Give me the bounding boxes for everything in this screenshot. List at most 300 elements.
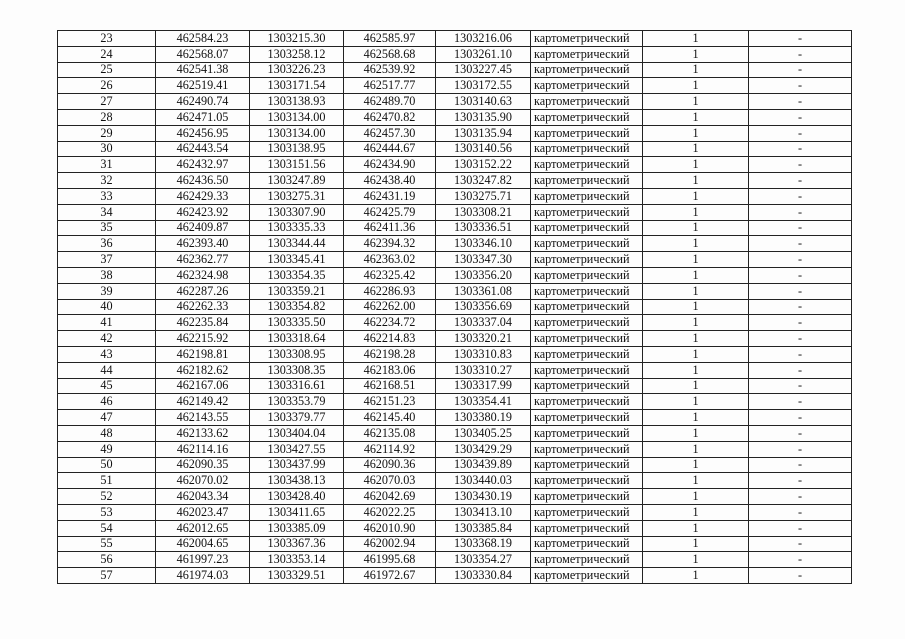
cell-y-old: 1303353.14 (250, 552, 344, 568)
cell-accuracy: 1 (643, 46, 749, 62)
cell-x-new: 462444.67 (344, 141, 436, 157)
cell-x-old: 462070.02 (156, 473, 250, 489)
cell-y-new: 1303140.56 (436, 141, 531, 157)
cell-y-new: 1303347.30 (436, 252, 531, 268)
cell-y-new: 1303247.82 (436, 173, 531, 189)
table-row (58, 188, 852, 204)
cell-note: - (749, 236, 852, 252)
cell-x-new: 462394.32 (344, 236, 436, 252)
cell-x-new: 462002.94 (344, 536, 436, 552)
cell-x-new: 462198.28 (344, 346, 436, 362)
table-row (58, 552, 852, 568)
cell-y-new: 1303317.99 (436, 378, 531, 394)
cell-accuracy: 1 (643, 552, 749, 568)
cell-x-new: 462539.92 (344, 62, 436, 78)
cell-note: - (749, 252, 852, 268)
cell-accuracy: 1 (643, 410, 749, 426)
table-row (58, 94, 852, 110)
cell-x-old: 462198.81 (156, 346, 250, 362)
cell-method: картометрический (531, 94, 643, 110)
cell-method: картометрический (531, 489, 643, 505)
cell-y-old: 1303354.35 (250, 267, 344, 283)
cell-y-old: 1303428.40 (250, 489, 344, 505)
table-row (58, 441, 852, 457)
cell-x-new: 462042.69 (344, 489, 436, 505)
cell-y-old: 1303308.35 (250, 362, 344, 378)
cell-x-old: 462004.65 (156, 536, 250, 552)
cell-method: картометрический (531, 346, 643, 362)
table-row (58, 331, 852, 347)
cell-point-number: 35 (58, 220, 156, 236)
cell-y-new: 1303310.83 (436, 346, 531, 362)
cell-note: - (749, 504, 852, 520)
cell-method: картометрический (531, 536, 643, 552)
table-row (58, 457, 852, 473)
cell-point-number: 42 (58, 331, 156, 347)
cell-note: - (749, 457, 852, 473)
cell-x-old: 462393.40 (156, 236, 250, 252)
table-row (58, 62, 852, 78)
cell-method: картометрический (531, 457, 643, 473)
cell-y-old: 1303438.13 (250, 473, 344, 489)
cell-accuracy: 1 (643, 362, 749, 378)
cell-y-new: 1303172.55 (436, 78, 531, 94)
cell-note: - (749, 362, 852, 378)
coordinates-table-body (58, 31, 852, 584)
cell-accuracy: 1 (643, 31, 749, 47)
cell-method: картометрический (531, 188, 643, 204)
cell-y-old: 1303437.99 (250, 457, 344, 473)
cell-accuracy: 1 (643, 204, 749, 220)
cell-point-number: 55 (58, 536, 156, 552)
cell-point-number: 50 (58, 457, 156, 473)
cell-x-new: 461995.68 (344, 552, 436, 568)
cell-accuracy: 1 (643, 473, 749, 489)
cell-accuracy: 1 (643, 236, 749, 252)
cell-y-old: 1303308.95 (250, 346, 344, 362)
cell-accuracy: 1 (643, 504, 749, 520)
cell-y-old: 1303359.21 (250, 283, 344, 299)
cell-y-old: 1303316.61 (250, 378, 344, 394)
cell-x-new: 461972.67 (344, 568, 436, 584)
cell-x-new: 462585.97 (344, 31, 436, 47)
cell-y-new: 1303135.90 (436, 109, 531, 125)
table-row (58, 173, 852, 189)
cell-x-old: 462436.50 (156, 173, 250, 189)
table-row (58, 362, 852, 378)
cell-accuracy: 1 (643, 394, 749, 410)
cell-y-old: 1303247.89 (250, 173, 344, 189)
cell-y-new: 1303227.45 (436, 62, 531, 78)
cell-y-new: 1303356.20 (436, 267, 531, 283)
cell-accuracy: 1 (643, 109, 749, 125)
cell-x-old: 462090.35 (156, 457, 250, 473)
cell-x-new: 462411.36 (344, 220, 436, 236)
table-row (58, 346, 852, 362)
cell-y-old: 1303138.95 (250, 141, 344, 157)
cell-note: - (749, 267, 852, 283)
cell-y-old: 1303307.90 (250, 204, 344, 220)
cell-y-old: 1303171.54 (250, 78, 344, 94)
table-row (58, 220, 852, 236)
cell-method: картометрический (531, 283, 643, 299)
cell-method: картометрический (531, 473, 643, 489)
cell-point-number: 56 (58, 552, 156, 568)
cell-accuracy: 1 (643, 125, 749, 141)
cell-y-new: 1303261.10 (436, 46, 531, 62)
cell-y-new: 1303354.27 (436, 552, 531, 568)
cell-y-new: 1303346.10 (436, 236, 531, 252)
cell-x-new: 462438.40 (344, 173, 436, 189)
cell-method: картометрический (531, 173, 643, 189)
cell-y-old: 1303134.00 (250, 109, 344, 125)
cell-x-old: 462012.65 (156, 520, 250, 536)
cell-note: - (749, 331, 852, 347)
cell-y-old: 1303151.56 (250, 157, 344, 173)
cell-point-number: 57 (58, 568, 156, 584)
table-row (58, 410, 852, 426)
cell-method: картометрический (531, 410, 643, 426)
cell-x-new: 462135.08 (344, 425, 436, 441)
cell-y-new: 1303140.63 (436, 94, 531, 110)
cell-note: - (749, 188, 852, 204)
cell-point-number: 34 (58, 204, 156, 220)
cell-method: картометрический (531, 31, 643, 47)
cell-y-old: 1303427.55 (250, 441, 344, 457)
cell-x-new: 462363.02 (344, 252, 436, 268)
cell-point-number: 39 (58, 283, 156, 299)
cell-x-old: 462043.34 (156, 489, 250, 505)
cell-accuracy: 1 (643, 568, 749, 584)
cell-note: - (749, 157, 852, 173)
cell-note: - (749, 46, 852, 62)
cell-x-old: 461974.03 (156, 568, 250, 584)
cell-method: картометрический (531, 236, 643, 252)
cell-x-old: 462423.92 (156, 204, 250, 220)
cell-method: картометрический (531, 204, 643, 220)
cell-point-number: 41 (58, 315, 156, 331)
cell-note: - (749, 78, 852, 94)
cell-method: картометрический (531, 315, 643, 331)
cell-y-new: 1303216.06 (436, 31, 531, 47)
cell-y-new: 1303308.21 (436, 204, 531, 220)
cell-x-old: 462519.41 (156, 78, 250, 94)
table-row (58, 109, 852, 125)
cell-method: картометрический (531, 46, 643, 62)
cell-x-new: 462145.40 (344, 410, 436, 426)
cell-accuracy: 1 (643, 94, 749, 110)
cell-accuracy: 1 (643, 346, 749, 362)
cell-accuracy: 1 (643, 315, 749, 331)
cell-y-old: 1303134.00 (250, 125, 344, 141)
cell-x-new: 462262.00 (344, 299, 436, 315)
cell-y-new: 1303320.21 (436, 331, 531, 347)
cell-y-old: 1303367.36 (250, 536, 344, 552)
cell-point-number: 24 (58, 46, 156, 62)
cell-x-old: 462215.92 (156, 331, 250, 347)
cell-point-number: 52 (58, 489, 156, 505)
cell-y-new: 1303380.19 (436, 410, 531, 426)
cell-x-old: 462324.98 (156, 267, 250, 283)
cell-point-number: 27 (58, 94, 156, 110)
cell-y-new: 1303368.19 (436, 536, 531, 552)
cell-y-old: 1303411.65 (250, 504, 344, 520)
cell-x-old: 462149.42 (156, 394, 250, 410)
cell-x-new: 462022.25 (344, 504, 436, 520)
cell-y-new: 1303405.25 (436, 425, 531, 441)
cell-x-old: 462133.62 (156, 425, 250, 441)
cell-y-old: 1303226.23 (250, 62, 344, 78)
cell-y-old: 1303385.09 (250, 520, 344, 536)
cell-y-old: 1303379.77 (250, 410, 344, 426)
table-row (58, 536, 852, 552)
cell-y-new: 1303440.03 (436, 473, 531, 489)
cell-y-new: 1303330.84 (436, 568, 531, 584)
cell-method: картометрический (531, 125, 643, 141)
cell-y-new: 1303310.27 (436, 362, 531, 378)
cell-point-number: 53 (58, 504, 156, 520)
table-row (58, 394, 852, 410)
cell-x-old: 462568.07 (156, 46, 250, 62)
cell-x-old: 462409.87 (156, 220, 250, 236)
cell-x-old: 462471.05 (156, 109, 250, 125)
cell-accuracy: 1 (643, 536, 749, 552)
cell-point-number: 49 (58, 441, 156, 457)
cell-x-old: 462432.97 (156, 157, 250, 173)
cell-x-new: 462568.68 (344, 46, 436, 62)
cell-note: - (749, 125, 852, 141)
cell-note: - (749, 220, 852, 236)
cell-x-old: 462443.54 (156, 141, 250, 157)
cell-note: - (749, 283, 852, 299)
cell-point-number: 36 (58, 236, 156, 252)
cell-x-old: 462362.77 (156, 252, 250, 268)
cell-accuracy: 1 (643, 267, 749, 283)
cell-accuracy: 1 (643, 173, 749, 189)
cell-accuracy: 1 (643, 331, 749, 347)
cell-y-old: 1303344.44 (250, 236, 344, 252)
cell-x-new: 462214.83 (344, 331, 436, 347)
table-row (58, 568, 852, 584)
cell-x-old: 462490.74 (156, 94, 250, 110)
cell-x-old: 462429.33 (156, 188, 250, 204)
cell-method: картометрический (531, 378, 643, 394)
cell-x-new: 462070.03 (344, 473, 436, 489)
cell-x-old: 462182.62 (156, 362, 250, 378)
table-row (58, 46, 852, 62)
cell-note: - (749, 441, 852, 457)
table-row (58, 157, 852, 173)
cell-x-old: 462167.06 (156, 378, 250, 394)
cell-y-new: 1303356.69 (436, 299, 531, 315)
cell-point-number: 23 (58, 31, 156, 47)
cell-method: картометрический (531, 568, 643, 584)
table-row (58, 141, 852, 157)
cell-x-new: 462470.82 (344, 109, 436, 125)
cell-accuracy: 1 (643, 299, 749, 315)
cell-method: картометрический (531, 331, 643, 347)
table-row (58, 283, 852, 299)
cell-y-old: 1303353.79 (250, 394, 344, 410)
table-row (58, 520, 852, 536)
cell-point-number: 25 (58, 62, 156, 78)
cell-x-new: 462151.23 (344, 394, 436, 410)
cell-x-new: 462457.30 (344, 125, 436, 141)
cell-note: - (749, 552, 852, 568)
cell-point-number: 29 (58, 125, 156, 141)
cell-accuracy: 1 (643, 188, 749, 204)
cell-y-old: 1303335.33 (250, 220, 344, 236)
table-row (58, 204, 852, 220)
cell-method: картометрический (531, 394, 643, 410)
cell-accuracy: 1 (643, 425, 749, 441)
cell-point-number: 30 (58, 141, 156, 157)
cell-x-new: 462183.06 (344, 362, 436, 378)
cell-method: картометрический (531, 504, 643, 520)
cell-x-old: 462262.33 (156, 299, 250, 315)
cell-point-number: 31 (58, 157, 156, 173)
cell-y-new: 1303385.84 (436, 520, 531, 536)
cell-y-new: 1303413.10 (436, 504, 531, 520)
cell-x-new: 462090.36 (344, 457, 436, 473)
cell-y-new: 1303361.08 (436, 283, 531, 299)
cell-x-new: 462489.70 (344, 94, 436, 110)
cell-note: - (749, 473, 852, 489)
coordinates-table (57, 30, 852, 584)
cell-accuracy: 1 (643, 378, 749, 394)
cell-x-new: 462286.93 (344, 283, 436, 299)
cell-accuracy: 1 (643, 441, 749, 457)
cell-note: - (749, 299, 852, 315)
cell-y-old: 1303345.41 (250, 252, 344, 268)
cell-x-old: 462143.55 (156, 410, 250, 426)
cell-accuracy: 1 (643, 283, 749, 299)
cell-note: - (749, 204, 852, 220)
cell-accuracy: 1 (643, 220, 749, 236)
cell-y-new: 1303430.19 (436, 489, 531, 505)
cell-x-new: 462431.19 (344, 188, 436, 204)
cell-point-number: 51 (58, 473, 156, 489)
cell-note: - (749, 489, 852, 505)
cell-note: - (749, 536, 852, 552)
table-row (58, 489, 852, 505)
cell-x-new: 462517.77 (344, 78, 436, 94)
cell-method: картометрический (531, 362, 643, 378)
cell-note: - (749, 94, 852, 110)
cell-note: - (749, 141, 852, 157)
cell-y-new: 1303275.71 (436, 188, 531, 204)
table-row (58, 252, 852, 268)
cell-method: картометрический (531, 267, 643, 283)
table-row (58, 299, 852, 315)
cell-x-old: 462541.38 (156, 62, 250, 78)
cell-y-new: 1303354.41 (436, 394, 531, 410)
cell-method: картометрический (531, 141, 643, 157)
cell-x-new: 462168.51 (344, 378, 436, 394)
cell-note: - (749, 425, 852, 441)
table-row (58, 78, 852, 94)
cell-method: картометрический (531, 252, 643, 268)
cell-point-number: 33 (58, 188, 156, 204)
cell-x-old: 462114.16 (156, 441, 250, 457)
cell-x-old: 462287.26 (156, 283, 250, 299)
table-row (58, 236, 852, 252)
cell-y-old: 1303329.51 (250, 568, 344, 584)
cell-y-old: 1303318.64 (250, 331, 344, 347)
cell-accuracy: 1 (643, 520, 749, 536)
cell-method: картометрический (531, 299, 643, 315)
cell-x-old: 462023.47 (156, 504, 250, 520)
cell-point-number: 40 (58, 299, 156, 315)
cell-y-old: 1303258.12 (250, 46, 344, 62)
cell-accuracy: 1 (643, 252, 749, 268)
cell-note: - (749, 410, 852, 426)
cell-x-old: 462235.84 (156, 315, 250, 331)
cell-x-new: 462234.72 (344, 315, 436, 331)
cell-point-number: 28 (58, 109, 156, 125)
cell-method: картометрический (531, 220, 643, 236)
cell-note: - (749, 568, 852, 584)
cell-point-number: 32 (58, 173, 156, 189)
cell-y-old: 1303138.93 (250, 94, 344, 110)
cell-point-number: 43 (58, 346, 156, 362)
cell-y-new: 1303429.29 (436, 441, 531, 457)
cell-accuracy: 1 (643, 141, 749, 157)
cell-accuracy: 1 (643, 489, 749, 505)
cell-x-new: 462114.92 (344, 441, 436, 457)
cell-point-number: 26 (58, 78, 156, 94)
cell-note: - (749, 520, 852, 536)
cell-accuracy: 1 (643, 62, 749, 78)
cell-note: - (749, 31, 852, 47)
cell-point-number: 48 (58, 425, 156, 441)
cell-y-new: 1303135.94 (436, 125, 531, 141)
cell-note: - (749, 62, 852, 78)
cell-x-new: 462010.90 (344, 520, 436, 536)
table-row (58, 473, 852, 489)
cell-note: - (749, 173, 852, 189)
table-row (58, 378, 852, 394)
cell-point-number: 44 (58, 362, 156, 378)
cell-accuracy: 1 (643, 457, 749, 473)
cell-accuracy: 1 (643, 78, 749, 94)
cell-y-old: 1303335.50 (250, 315, 344, 331)
cell-note: - (749, 346, 852, 362)
cell-method: картометрический (531, 109, 643, 125)
cell-x-old: 462584.23 (156, 31, 250, 47)
table-row (58, 125, 852, 141)
cell-accuracy: 1 (643, 157, 749, 173)
cell-method: картометрический (531, 78, 643, 94)
table-row (58, 504, 852, 520)
cell-note: - (749, 394, 852, 410)
cell-x-new: 462434.90 (344, 157, 436, 173)
cell-method: картометрический (531, 552, 643, 568)
cell-point-number: 54 (58, 520, 156, 536)
cell-y-new: 1303439.89 (436, 457, 531, 473)
table-row (58, 315, 852, 331)
cell-y-new: 1303336.51 (436, 220, 531, 236)
cell-y-new: 1303152.22 (436, 157, 531, 173)
cell-y-old: 1303215.30 (250, 31, 344, 47)
cell-note: - (749, 378, 852, 394)
cell-x-old: 462456.95 (156, 125, 250, 141)
cell-point-number: 45 (58, 378, 156, 394)
cell-y-old: 1303354.82 (250, 299, 344, 315)
cell-y-old: 1303275.31 (250, 188, 344, 204)
cell-method: картометрический (531, 520, 643, 536)
cell-x-new: 462425.79 (344, 204, 436, 220)
